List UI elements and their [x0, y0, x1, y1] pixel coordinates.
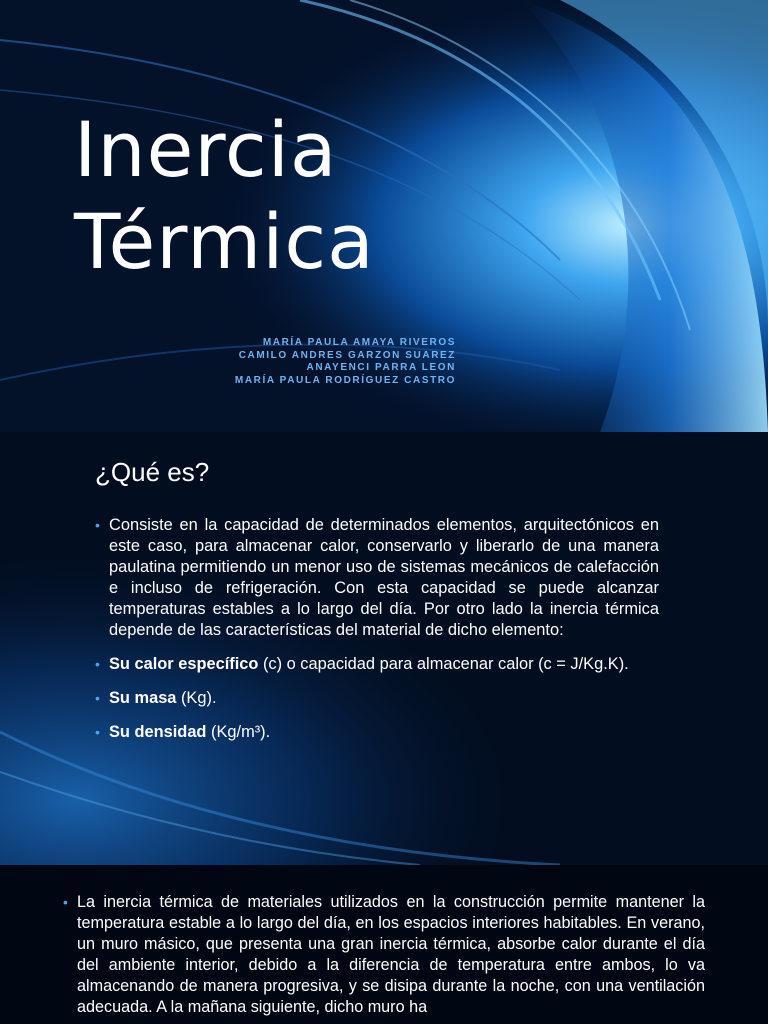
item-detail: (Kg). [176, 689, 217, 707]
bullet-icon: • [95, 656, 100, 672]
author-name: CAMILO ANDRES GARZON SUAREZ [238, 349, 456, 361]
paragraph-text: Consiste en la capacidad de determinados elementos, arquitectónicos en este caso, para almacenar calor, conservarlo y liberarlo de una manera paulatina permitiendo un menor uso de sistemas mecánicos de calefacción e incluso de refrigeración. Con esta capacidad se puede alcanzar temperaturas estables a lo largo del día. Por otro lado la inercia térmica depende de las características del material de dicho elemento: [109, 516, 659, 639]
definition-body [95, 515, 659, 756]
list-item [95, 722, 659, 743]
title-slide [0, 0, 768, 432]
slide-heading: ¿Qué es? [95, 457, 210, 487]
list-item [95, 654, 659, 675]
title-line-1: Inercia [74, 105, 338, 194]
definition-paragraph [95, 515, 659, 641]
title-line-2: Térmica [74, 197, 375, 286]
paragraph-text: La inercia térmica de materiales utilizados en la construcción permite mantener la temperatura estable a lo largo del día, en los espacios interiores habitables. En verano, un muro másico, que presenta una gran inercia térmica, absorbe calor durante el día del ambiente interior, debido a la diferencia de temperatura entre ambos, lo va almacenando de manera progresiva, y se disipa durante la noche, con una ventilación adecuada. A la mañana siguiente, dicho muro ha [77, 893, 705, 1016]
item-detail: (c) o capacidad para almacenar calor (c = J/Kg.K). [258, 655, 629, 673]
bullet-icon: • [95, 517, 100, 533]
item-term: Su densidad [109, 723, 207, 741]
bullet-icon: • [63, 894, 68, 910]
bullet-icon: • [95, 724, 100, 740]
item-term: Su calor específico [109, 655, 259, 673]
author-name: MARÍA PAULA RODRÍGUEZ CASTRO [234, 374, 456, 386]
continuation-paragraph [63, 892, 705, 1018]
list-item [95, 688, 659, 709]
item-term: Su masa [109, 689, 177, 707]
slide-title [74, 104, 375, 288]
author-list [235, 337, 456, 387]
bullet-icon: • [95, 690, 100, 706]
author-name: ANAYENCI PARRA LEON [306, 362, 456, 373]
item-detail: (Kg/m³). [206, 723, 271, 741]
author-name: MARÍA PAULA AMAYA RIVEROS [262, 337, 456, 348]
